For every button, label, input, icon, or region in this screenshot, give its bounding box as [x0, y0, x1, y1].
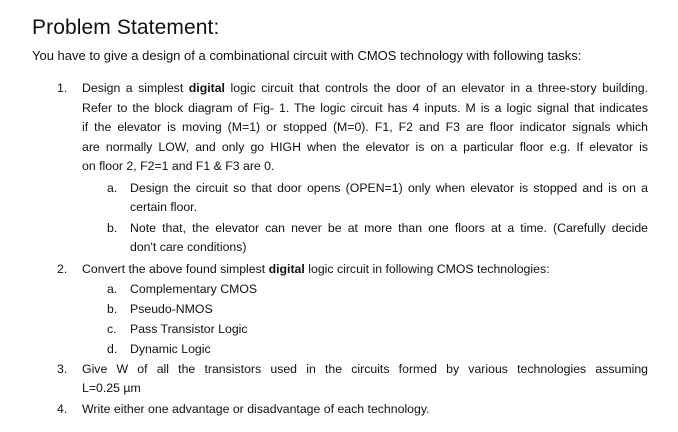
subitem-line: don't care conditions): [130, 240, 247, 254]
subitem-letter: a.: [107, 282, 118, 296]
item-line: Refer to the block diagram of Fig- 1. The logic circuit has 4 inputs. M is a logic signal that indicates: [82, 101, 648, 115]
subitem-letter: b.: [107, 221, 118, 235]
subitem-line: Pass Transistor Logic: [130, 322, 248, 336]
subitem-line: Note that, the elevator can never be at more than one floors at a time. (Carefully decide: [130, 221, 648, 235]
item-number: 3.: [57, 362, 68, 376]
subitem-line: Dynamic Logic: [130, 342, 211, 356]
item-number: 1.: [57, 81, 68, 95]
subitem-line: Complementary CMOS: [130, 282, 258, 296]
item-line: Give W of all the transistors used in the circuits formed by various technologies assuming: [82, 362, 648, 376]
item-line: L=0.25 µm: [82, 381, 141, 395]
item-line: if the elevator is moving (M=1) or stopped (M=0). F1, F2 and F3 are floor indicator signals which: [82, 120, 648, 134]
subitem-line: Pseudo-NMOS: [130, 302, 213, 316]
subitem-letter: b.: [107, 302, 118, 316]
item-line: Design a simplest digital logic circuit that controls the door of an elevator in a three-story building.: [82, 81, 648, 95]
intro-paragraph: You have to give a design of a combinational circuit with CMOS technology with following tasks:: [32, 48, 582, 63]
subitem-letter: a.: [107, 181, 118, 195]
item-line: are normally LOW, and only go HIGH when the elevator is on a particular floor e.g. If elevator is: [82, 140, 648, 154]
subitem-letter: d.: [107, 342, 118, 356]
item-line: Write either one advantage or disadvantage of each technology.: [82, 402, 430, 416]
item-line: Convert the above found simplest digital logic circuit in following CMOS technologies:: [82, 262, 550, 276]
subitem-line: certain floor.: [130, 200, 197, 214]
page-title: Problem Statement:: [32, 16, 220, 39]
subitem-letter: c.: [107, 322, 117, 336]
subitem-line: Design the circuit so that door opens (OPEN=1) only when elevator is stopped and is on a: [130, 181, 648, 195]
item-number: 4.: [57, 402, 68, 416]
item-line: on floor 2, F2=1 and F1 & F3 are 0.: [82, 159, 275, 173]
item-number: 2.: [57, 262, 68, 276]
